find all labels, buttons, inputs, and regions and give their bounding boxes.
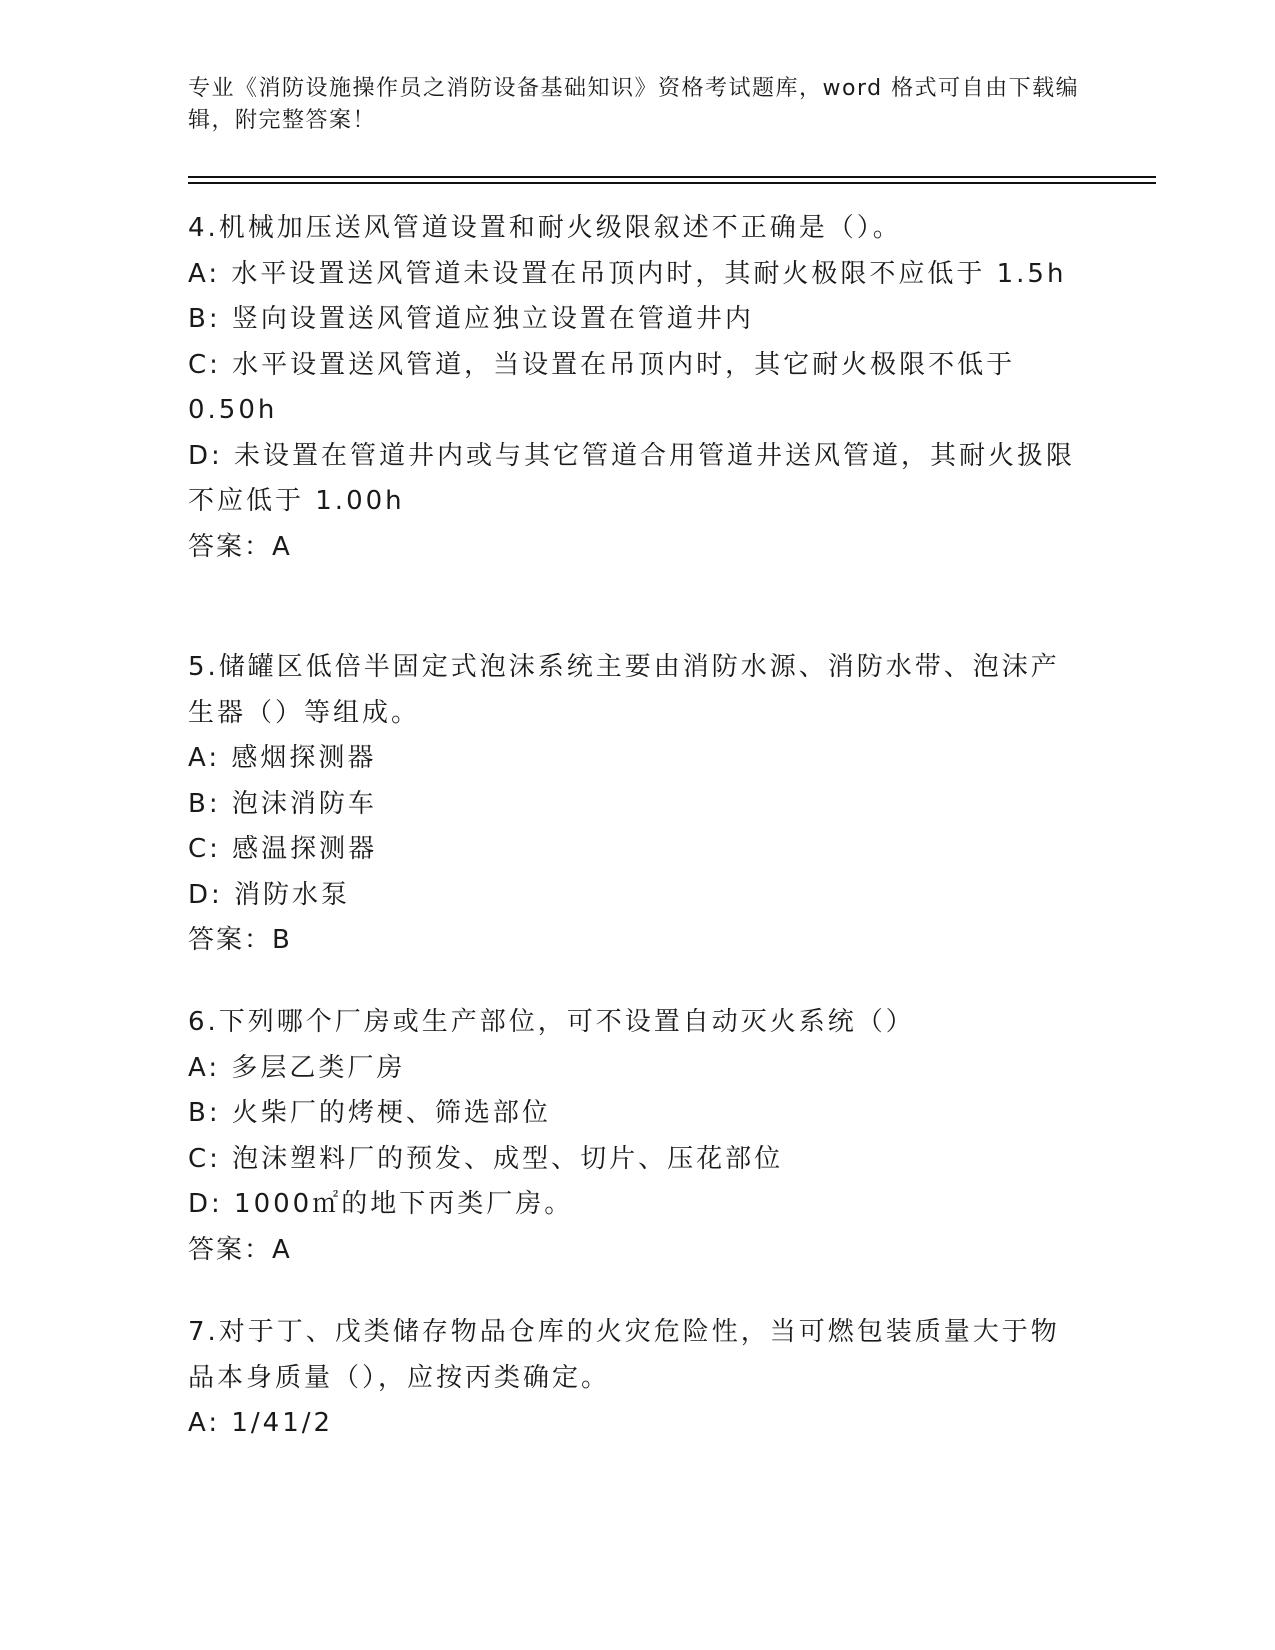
question-6 — [188, 1000, 1088, 1273]
option-d-continued: 不应低于 1.00h — [188, 486, 405, 516]
answer: 答案：A — [188, 1234, 292, 1265]
option-b: B: 火柴厂的烤梗、筛选部位 — [188, 1098, 551, 1128]
option-a: A: 感烟探测器 — [188, 743, 377, 773]
header-divider-top — [188, 176, 1156, 178]
answer: 答案：B — [188, 925, 292, 955]
option-a: A: 多层乙类厂房 — [188, 1052, 406, 1083]
question-stem: 6.下列哪个厂房或生产部位，可不设置自动灭火系统（） — [188, 1007, 915, 1037]
question-stem-continued: 品本身质量（），应按丙类确定。 — [188, 1362, 611, 1393]
option-d: D: 未设置在管道井内或与其它管道合用管道井送风管道，其耐火扱限 — [188, 440, 1076, 471]
answer: 答案：A — [188, 531, 292, 562]
option-a: A: 水平设置送风管道未设置在吊顶内时，其耐火极限不应低于 1.5h — [188, 258, 1067, 289]
option-c: C: 感温探测器 — [188, 834, 378, 864]
option-c: C: 泡沫塑料厂的预发、成型、切片、压花部位 — [188, 1143, 784, 1174]
question-stem: 7.对于丁、戊类储存物品仓库的火灾危险性，当可燃包装质量大于物 — [188, 1317, 1060, 1347]
question-4 — [188, 206, 1088, 570]
question-stem-continued: 生器（）等组成。 — [188, 697, 421, 728]
option-d: D: 1000㎡的地下丙类厂房。 — [188, 1189, 574, 1219]
option-b: B: 泡沫消防车 — [188, 788, 377, 819]
question-stem: 5.储罐区低倍半固定式泡沫系统主要由消防水源、消防水带、泡沫产 — [188, 652, 1060, 682]
option-c-continued: 0.50h — [188, 395, 278, 425]
option-b: B: 竖向设置送风管道应独立设置在管道井内 — [188, 304, 754, 334]
option-a: A: 1/41/2 — [188, 1408, 334, 1438]
option-c: C: 水平设置送风管道，当设置在吊顶内时，其它耐火极限不低于 — [188, 349, 1016, 380]
header-divider-bottom — [188, 182, 1156, 184]
document-header: 专业《消防设施操作员之消防设备基础知识》资格考试题库，word 格式可自由下载编辑，附完整答案！ — [188, 76, 1080, 133]
question-5 — [188, 645, 1088, 964]
option-d: D: 消防水泵 — [188, 879, 351, 910]
question-7 — [188, 1310, 1088, 1447]
question-stem: 4.机械加压送风管道设置和耐火级限叙述不正确是（）。 — [188, 213, 902, 243]
